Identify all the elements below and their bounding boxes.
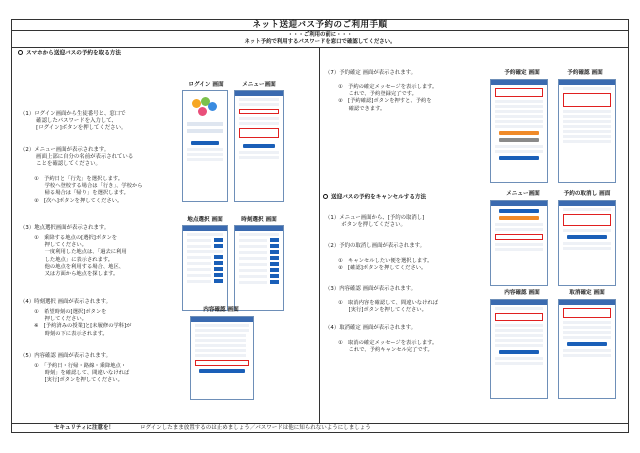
step-1-line: 確認したパスワードを入力して、: [20, 117, 117, 124]
sub-line: これで、予約キャンセル完了です。: [338, 347, 433, 354]
security-message: ログインしたまま放置するのは止めましょう／パスワードは他に知られないようにしましょう: [140, 425, 371, 431]
r-cancel-1-line: ボタンを押してください。: [325, 221, 406, 228]
step-1-head: （1）ログイン画面から生徒番号と、窓口で: [20, 111, 126, 117]
divider: [12, 47, 628, 48]
circle-icon: [18, 50, 23, 55]
sub-line: 時刻の下に表示されます。: [34, 330, 108, 337]
notice: [12, 32, 628, 46]
logo-icon: [192, 97, 218, 119]
left-heading-text: スマホから送迎バスの予約を取る方法: [26, 50, 121, 57]
sub-line: これで、予約登録完了です。: [338, 91, 417, 98]
step-2-subs: [34, 176, 143, 205]
caption-menu: メニュー画面: [242, 82, 276, 88]
right-heading-text: 送迎バスの予約をキャンセルする方法: [331, 194, 427, 201]
sub-line: 学校へ登校する場合は「行き」、学校から: [34, 183, 143, 190]
sub-line: ① 予約の確定メッセージを表示します。: [338, 84, 438, 90]
notice-line-1: ・・・ご利用の前に・・・: [287, 32, 353, 38]
footer-divider: [12, 423, 628, 424]
sub-line: 確認できます。: [338, 105, 386, 112]
caption-r-menu: メニュー画面: [506, 191, 540, 197]
sub-line: ① 取消内容を確認して、間違いなければ: [338, 300, 438, 306]
step-2: [20, 147, 133, 167]
sub-line: ※ [予約済みの授業]と[未履修の学科]が: [34, 323, 132, 330]
menu-screenshot: [234, 90, 284, 202]
r-cancel-1-head: （1）メニュー画面から、[予約の取消し]: [325, 215, 425, 221]
r-cancel-1: [325, 215, 424, 229]
check-screenshot: [558, 79, 616, 183]
page-title: ネット送迎バス予約のご利用手順: [12, 20, 628, 31]
caption-point: 地点選択 画面: [187, 217, 223, 223]
r-confirm-screenshot: [490, 299, 548, 399]
caption-time: 時刻選択 画面: [241, 217, 277, 223]
document-page: [11, 19, 629, 433]
step-5: （5）内容確認 画面が表示されます。: [20, 353, 111, 359]
r-cancel-2-subs: [338, 258, 432, 272]
fixed-screenshot: [490, 79, 548, 183]
cancel-screenshot: [558, 200, 616, 286]
circle-icon: [323, 194, 328, 199]
sub-line: 押してください。: [34, 316, 87, 323]
sub-line: ② [確認]ボタンを押してください。: [338, 265, 427, 272]
sub-line: 又は方面から地点を探します。: [34, 270, 119, 277]
caption-check: 予約確認 画面: [567, 70, 603, 76]
step-2-line: ことを確認してください。: [20, 160, 101, 167]
sub-line: 一度利用した地点は、「過去に利用: [34, 249, 127, 256]
r-cancel-3-subs: [338, 300, 438, 314]
sub-line: ② [次へ]ボタンを押してください。: [34, 197, 123, 204]
sub-line: ② [予約確認]ボタンを押すと、予約を: [338, 98, 432, 105]
sub-line: ① 「予約日・行帰・路線・乗降地点・: [34, 363, 127, 369]
sub-line: 帰る場合は「帰り」を選択します。: [34, 190, 129, 197]
step-2-head: （2）メニュー画面が表示されます。: [20, 147, 110, 153]
sub-line: 押してください。: [34, 242, 87, 249]
caption-r-confirm: 内容確認 画面: [504, 290, 540, 296]
step-3: （3）地点選択画面が表示されます。: [20, 225, 110, 231]
time-screenshot: [234, 225, 284, 311]
step-1-line: [ログイン]ボタンを押してください。: [20, 124, 127, 131]
r-cancel-4-subs: [338, 340, 437, 354]
point-screenshot: [182, 225, 228, 311]
step-4: （4）時刻選択 画面が表示されます。: [20, 299, 111, 305]
r-cancel-2: （2）予約の取消し画面が表示されます。: [325, 243, 426, 249]
caption-login: ログイン 画面: [188, 82, 224, 88]
r-step-7: （7）予約確定 画面が表示されます。: [325, 70, 416, 76]
login-screenshot: [182, 90, 228, 202]
sub-line: 他の地点を利用する場合、地区、: [34, 263, 125, 270]
left-heading: [18, 50, 121, 57]
sub-line: [実行]ボタンを押してください。: [338, 307, 427, 314]
sub-line: ① キャンセルしたい便を選択します。: [338, 258, 433, 264]
r-cancel-4: （4）取消確定 画面が表示されます。: [325, 325, 416, 331]
sub-line: した地点」に表示されます。: [34, 256, 114, 263]
step-4-subs: [34, 309, 131, 338]
step-5-subs: [34, 363, 129, 385]
sub-line: ① 予約日と「行先」を選択します。: [34, 176, 124, 182]
caption-cancel: 予約の取消し 画面: [563, 191, 611, 197]
caption-cancelfixed: 取消確定 画面: [569, 290, 605, 296]
sub-line: 時刻」を確認して、間違いなければ: [34, 370, 130, 377]
right-heading: [323, 194, 426, 201]
caption-fixed: 予約確定 画面: [504, 70, 540, 76]
sub-line: ① 希望時刻の[選択]ボタンを: [34, 309, 107, 315]
step-2-line: 画面上部に自分の名前が表示されている: [20, 153, 134, 160]
sub-line: [実行]ボタンを押してください。: [34, 377, 123, 384]
notice-line-2: ネット予約で利用するパスワードを窓口で確認してください。: [244, 39, 396, 45]
sub-line: ① 取消の確定メッセージを表示します。: [338, 340, 438, 346]
step-1: [20, 111, 126, 131]
r-menu-screenshot: [490, 200, 548, 286]
cancelfixed-screenshot: [558, 299, 616, 399]
r-step-7-subs: [338, 84, 437, 113]
step-3-subs: [34, 235, 127, 278]
column-divider: [319, 47, 320, 423]
confirm-screenshot: [190, 316, 254, 400]
security-warning: セキュリティに注意を！: [54, 425, 114, 431]
caption-confirm: 内容確認 画面: [203, 307, 239, 313]
sub-line: ① 乗降する地点の[選択]ボタンを: [34, 235, 118, 241]
r-cancel-3: （3）内容確認 画面が表示されます。: [325, 286, 416, 292]
